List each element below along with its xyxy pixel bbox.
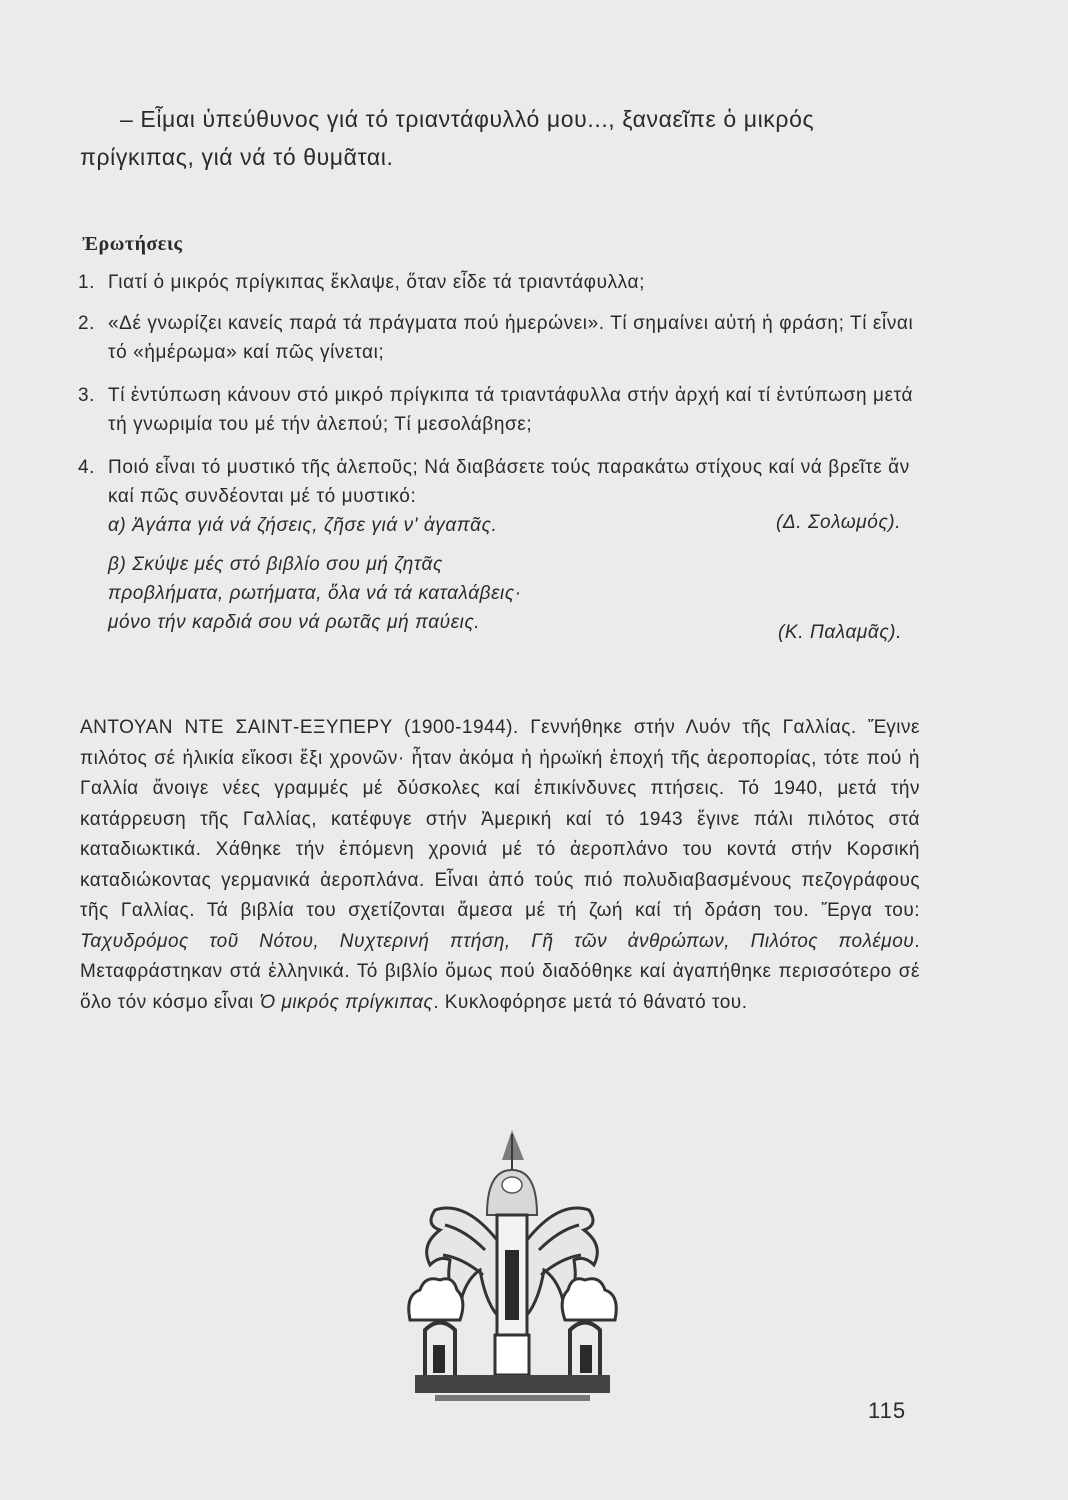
- poem-b-line-2: προβλήματα, ρωτήματα, ὅλα νά τά καταλάβεις·: [108, 583, 522, 604]
- intro-line-2: πρίγκιπας, γιά νά τό θυμᾶται.: [80, 144, 394, 170]
- question-2: [70, 309, 930, 367]
- question-number: 3.: [78, 385, 96, 406]
- question-number: 1.: [78, 272, 96, 293]
- question-text: Ποιό εἶναι τό μυστικό τῆς ἀλεποῦς; Νά διαβάσετε τούς παρακάτω στίχους καί νά βρεῖτε ἄν καί πῶς συνδέονται μέ τό μυστικό:: [108, 457, 910, 507]
- decorative-emblem-icon: [405, 1130, 620, 1410]
- intro-line-1: – Εἶμαι ὑπεύθυνος γιά τό τριαντάφυλλό μου..., ξαναεῖπε ὁ μικρός: [120, 106, 815, 132]
- poem-b-line-1: β) Σκύψε μές στό βιβλίο σου μή ζητᾶς: [108, 554, 443, 575]
- author-biography: [80, 713, 920, 1018]
- question-text: Τί ἐντύπωση κάνουν στό μικρό πρίγκιπα τά τριαντάφυλλα στήν ἀρχή καί τί ἐντύπωση μετά τή γνωριμία του μέ τήν ἀλεπού; Τί μεσολάβησε;: [108, 385, 914, 435]
- question-text: Γιατί ὁ μικρός πρίγκιπας ἔκλαψε, ὅταν εἶδε τά τριαντάφυλλα;: [108, 272, 645, 293]
- bio-famous-title: Ὁ μικρός πρίγκιπας: [259, 991, 434, 1013]
- bio-works: Ταχυδρόμος τοῦ Νότου, Νυχτερινή πτήση, Γῆ τῶν ἀνθρώπων, Πιλότος πολέμου: [80, 930, 915, 952]
- question-number: 4.: [78, 457, 96, 478]
- question-1: [70, 268, 930, 297]
- question-4: [70, 453, 930, 637]
- questions-heading: Ἐρωτήσεις: [82, 233, 183, 255]
- intro-passage: [80, 100, 920, 176]
- question-3: [70, 381, 930, 439]
- poem-a-line: α) Ἀγάπα γιά νά ζήσεις, ζῆσε γιά ν' ἀγαπᾶς.: [108, 515, 498, 536]
- bio-text-1: (1900-1944). Γεννήθηκε στήν Λυόν τῆς Γαλλίας. Ἔγινε πιλότος σέ ἡλικία εἴκοσι ἕξι χρονῶν· ἦταν ἀκόμα ἡ ἡρωϊκή ἐποχή τῆς ἀεροπορίας, τότε πού ἡ Γαλλία ἄνοιγε νέες γραμμές μέ δύσκολες καί ἐπικίνδυνες πτήσεις. Τό 1940, μετά τήν κατάρρευση τῆς Γαλλίας, κατέφυγε στήν Ἀμερική καί τό 1943 ἔγινε πάλι πιλότος στά καταδιωκτικά. Χάθηκε τήν ἑπόμενη χρονιά μέ τό ἀεροπλάνο του κοντά στήν Κορσική καταδιώκοντας γερμανικά ἀεροπλάνα. Εἶναι ἀπό τούς πιό πολυδιαβασμένους πεζογράφους τῆς Γαλλίας. Τά βιβλία του σχετίζονται ἄμεσα μέ τή ζωή καί τή δράση του. Ἔργα του:: [80, 717, 920, 921]
- author-name: ΑΝΤΟΥΑΝ ΝΤΕ ΣΑΙΝΤ-ΕΞΥΠΕΡΥ: [80, 717, 393, 738]
- question-text: «Δέ γνωρίζει κανείς παρά τά πράγματα πού ἡμερώνει». Τί σημαίνει αὐτή ἡ φράση; Τί εἶναι τό «ἡμέρωμα» καί πῶς γίνεται;: [108, 313, 914, 363]
- bio-text-2: . Μεταφράστηκαν στά ἑλληνικά. Τό βιβλίο ὅμως πού διαδόθηκε καί ἀγαπήθηκε περισσότερο σέ ὅλο τόν κόσμο εἶναι: [80, 930, 920, 1013]
- page-number: 115: [868, 1398, 907, 1423]
- bio-text-3: . Κυκλοφόρησε μετά τό θάνατό του.: [433, 991, 748, 1013]
- attribution-solomos: (Δ. Σολωμός).: [776, 512, 902, 533]
- questions-list: [70, 268, 930, 637]
- poem-b-line-3: μόνο τήν καρδιά σου νά ρωτᾶς μή παύεις.: [108, 612, 481, 633]
- attribution-palamas: (Κ. Παλαμᾶς).: [778, 622, 902, 643]
- question-number: 2.: [78, 313, 96, 334]
